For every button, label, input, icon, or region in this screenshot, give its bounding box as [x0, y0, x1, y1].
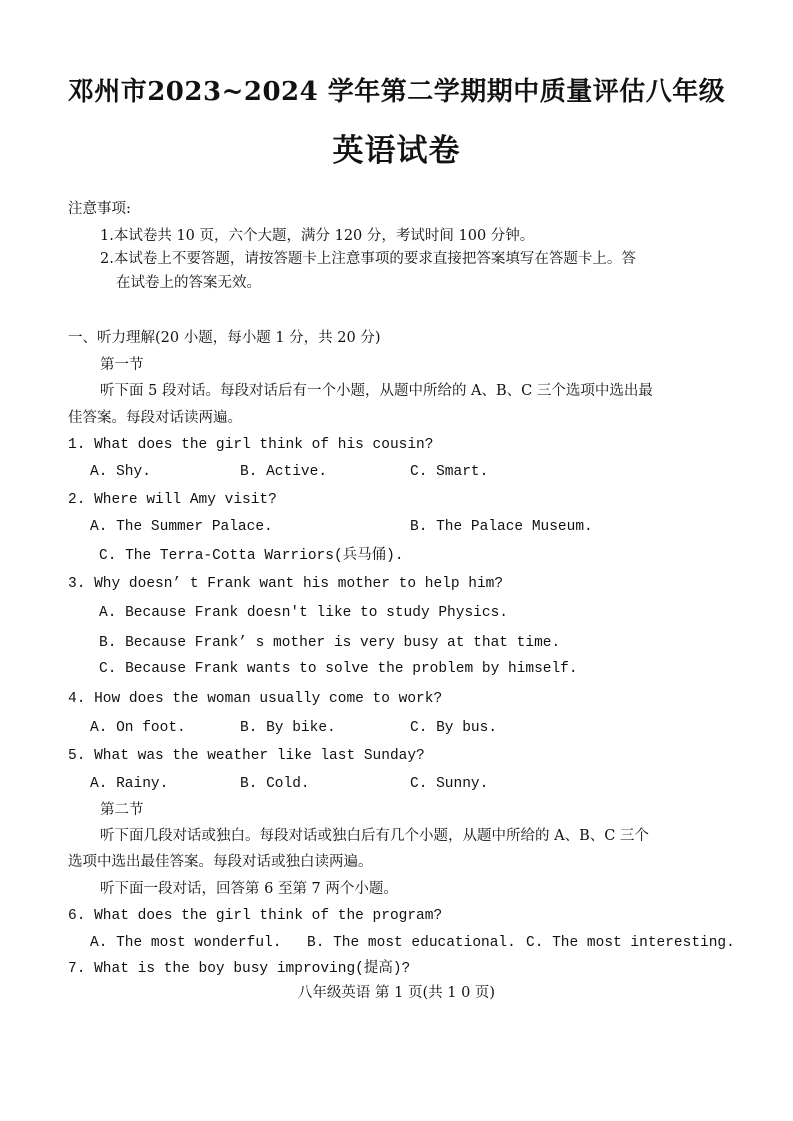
question-1-option-a: A. Shy.: [90, 464, 151, 480]
question-4-option-a: A. On foot.: [90, 720, 186, 736]
notice-item-2-line-1: 2.本试卷上不要答题，请按答题卡上注意事项的要求直接把答案填写在答题卡上。答: [100, 251, 636, 267]
part-1-instruction-line-2: 佳答案。每段对话读两遍。: [68, 410, 242, 426]
notice-item-2-line-2: 在试卷上的答案无效。: [116, 275, 261, 291]
question-3-option-b: B. Because Frank’ s mother is very busy at that time.: [99, 635, 561, 651]
question-4-stem: 4. How does the woman usually come to work?: [68, 691, 443, 707]
question-2-option-c: C. The Terra-Cotta Warriors(兵马俑).: [99, 548, 404, 564]
question-4-option-b: B. By bike.: [240, 720, 336, 736]
section-heading: 一、听力理解(20 小题，每小题 1 分，共 20 分): [68, 330, 381, 346]
part-1-label: 第一节: [100, 357, 144, 373]
question-2-option-a: A. The Summer Palace.: [90, 519, 273, 535]
question-3-stem: 3. Why doesn’ t Frank want his mother to help him?: [68, 576, 504, 592]
question-2-option-b: B. The Palace Museum.: [410, 519, 593, 535]
part-2-sub-instruction: 听下面一段对话，回答第 6 至第 7 两个小题。: [100, 881, 398, 897]
part-2-label: 第二节: [100, 802, 144, 818]
question-2-stem: 2. Where will Amy visit?: [68, 492, 277, 508]
part-2-instruction-line-2: 选项中选出最佳答案。每段对话或独白读两遍。: [68, 854, 373, 870]
page-footer: 八年级英语 第 1 页(共 1 0 页): [297, 985, 496, 1001]
question-6-option-b: B. The most educational.: [307, 935, 516, 951]
question-5-option-b: B. Cold.: [240, 776, 310, 792]
question-3-option-c: C. Because Frank wants to solve the problem by himself.: [99, 661, 578, 677]
question-4-option-c: C. By bus.: [410, 720, 498, 736]
question-1-stem: 1. What does the girl think of his cousin?: [68, 437, 434, 453]
notice-heading: 注意事项:: [68, 201, 131, 217]
part-1-instruction-line-1: 听下面 5 段对话。每段对话后有一个小题，从题中所给的 A、B、C 三个选项中选出最: [100, 383, 653, 399]
question-5-option-c: C. Sunny.: [410, 776, 489, 792]
exam-title: 邓州市2023~2024 学年第二学期期中质量评估八年级: [67, 77, 726, 107]
question-3-option-a: A. Because Frank doesn't like to study Physics.: [99, 605, 508, 621]
question-6-option-c: C. The most interesting.: [526, 935, 735, 951]
question-6-option-a: A. The most wonderful.: [90, 935, 282, 951]
exam-subject-title: 英语试卷: [332, 133, 461, 169]
part-2-instruction-line-1: 听下面几段对话或独白。每段对话或独白后有几个小题，从题中所给的 A、B、C 三个: [100, 828, 649, 844]
question-1-option-c: C. Smart.: [410, 464, 489, 480]
question-6-stem: 6. What does the girl think of the program?: [68, 908, 443, 924]
notice-item-1: 1.本试卷共 10 页，六个大题，满分 120 分，考试时间 100 分钟。: [100, 228, 535, 244]
question-7-stem: 7. What is the boy busy improving(提高)?: [68, 961, 411, 977]
question-1-option-b: B. Active.: [240, 464, 328, 480]
question-5-option-a: A. Rainy.: [90, 776, 169, 792]
question-5-stem: 5. What was the weather like last Sunday?: [68, 748, 425, 764]
